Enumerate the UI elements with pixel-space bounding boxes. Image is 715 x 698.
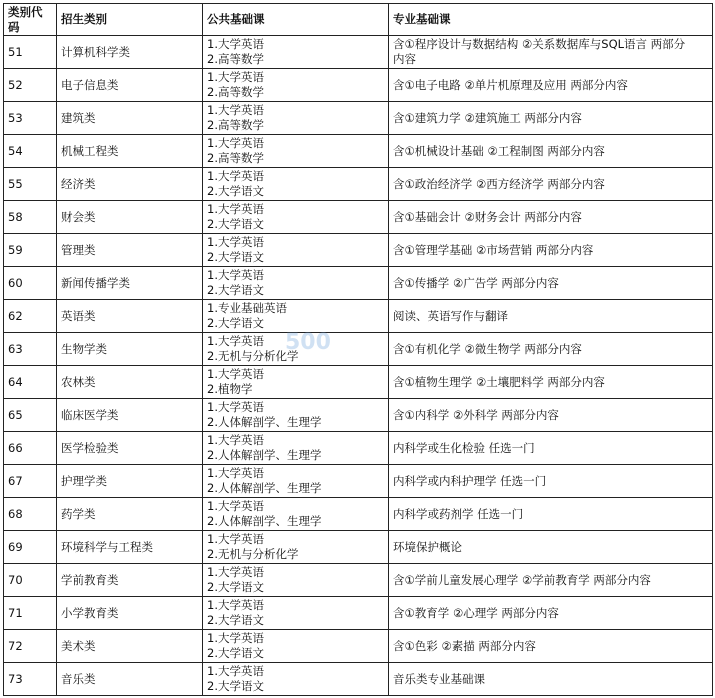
major-course-text: 阅读、英语写作与翻译 [393,308,508,323]
cell-code: 68 [4,498,57,531]
cell-public-course [203,234,389,267]
header-major-course: 专业基础课 [389,4,713,36]
table-row [4,366,713,399]
public-course-item: 2.大学语文 [207,283,264,297]
cell-major-course [389,432,713,465]
cell-code: 53 [4,102,57,135]
public-course-item: 2.大学语文 [207,679,264,693]
cell-public-course [203,69,389,102]
cell-category: 电子信息类 [57,69,203,102]
cell-category: 小学教育类 [57,597,203,630]
public-course-item: 2.大学语文 [207,646,264,660]
cell-category: 建筑类 [57,102,203,135]
public-course-item: 2.无机与分析化学 [207,547,299,561]
cell-public-course [203,333,389,366]
cell-code: 54 [4,135,57,168]
major-course-text: 含①政治经济学 ②西方经济学 两部分内容 [393,176,605,191]
cell-public-course [203,498,389,531]
cell-major-course [389,135,713,168]
public-course-item: 2.大学语文 [207,613,264,627]
header-category: 招生类别 [57,4,203,36]
cell-code: 59 [4,234,57,267]
table-body [4,36,713,696]
cell-major-course [389,102,713,135]
cell-code: 70 [4,564,57,597]
public-course-item: 1.大学英语 [207,367,264,381]
cell-category: 英语类 [57,300,203,333]
major-course-text: 内容 [393,52,416,66]
cell-category: 机械工程类 [57,135,203,168]
public-course-item: 2.大学语文 [207,217,264,231]
public-course-item: 2.人体解剖学、生理学 [207,415,322,429]
public-course-item: 1.大学英语 [207,598,264,612]
cell-code: 55 [4,168,57,201]
cell-major-course [389,597,713,630]
cell-public-course [203,531,389,564]
table-row [4,663,713,696]
public-course-item: 2.高等数学 [207,151,264,165]
table-row [4,564,713,597]
public-course-item: 1.大学英语 [207,70,264,84]
cell-public-course [203,399,389,432]
major-course-text: 含①传播学 ②广告学 两部分内容 [393,275,559,290]
cell-public-course [203,102,389,135]
public-course-item: 1.大学英语 [207,136,264,150]
cell-public-course [203,36,389,69]
cell-public-course [203,432,389,465]
cell-major-course [389,36,713,69]
table-row [4,267,713,300]
cell-code: 66 [4,432,57,465]
public-course-item: 1.大学英语 [207,565,264,579]
major-course-text: 含①机械设计基础 ②工程制图 两部分内容 [393,143,605,158]
cell-category: 护理学类 [57,465,203,498]
cell-major-course [389,168,713,201]
cell-code: 72 [4,630,57,663]
cell-code: 51 [4,36,57,69]
cell-category: 经济类 [57,168,203,201]
cell-code: 69 [4,531,57,564]
cell-major-course [389,564,713,597]
cell-major-course [389,663,713,696]
public-course-item: 1.大学英语 [207,499,264,513]
cell-category: 农林类 [57,366,203,399]
cell-category: 环境科学与工程类 [57,531,203,564]
cell-public-course [203,201,389,234]
public-course-item: 1.大学英语 [207,433,264,447]
cell-code: 73 [4,663,57,696]
cell-major-course [389,234,713,267]
cell-public-course [203,597,389,630]
cell-major-course [389,69,713,102]
table-row [4,135,713,168]
watermark-logo: 500 [285,330,331,355]
table-row [4,333,713,366]
public-course-item: 1.专业基础英语 [207,301,287,315]
public-course-item: 1.大学英语 [207,268,264,282]
major-course-text: 环境保护概论 [393,539,462,554]
table-row [4,300,713,333]
public-course-item: 1.大学英语 [207,235,264,249]
public-course-item: 2.人体解剖学、生理学 [207,514,322,528]
table-row [4,432,713,465]
cell-category: 新闻传播学类 [57,267,203,300]
table-row [4,36,713,69]
public-course-item: 2.高等数学 [207,85,264,99]
cell-code: 71 [4,597,57,630]
public-course-item: 2.人体解剖学、生理学 [207,448,322,462]
cell-public-course [203,564,389,597]
cell-public-course [203,300,389,333]
table-row [4,630,713,663]
public-course-item: 1.大学英语 [207,202,264,216]
cell-major-course [389,201,713,234]
cell-major-course [389,465,713,498]
major-course-text: 内科学或生化检验 任选一门 [393,440,535,455]
major-course-text: 含①电子电路 ②单片机原理及应用 两部分内容 [393,77,628,92]
public-course-item: 2.植物学 [207,382,253,396]
cell-category: 学前教育类 [57,564,203,597]
cell-public-course [203,663,389,696]
major-course-text: 含①内科学 ②外科学 两部分内容 [393,407,559,422]
cell-major-course [389,399,713,432]
cell-major-course [389,366,713,399]
cell-code: 52 [4,69,57,102]
public-course-item: 1.大学英语 [207,532,264,546]
table-row [4,102,713,135]
major-course-text: 含①教育学 ②心理学 两部分内容 [393,605,559,620]
public-course-item: 2.大学语文 [207,316,264,330]
cell-category: 管理类 [57,234,203,267]
cell-major-course [389,300,713,333]
header-public-course: 公共基础课 [203,4,389,36]
public-course-item: 2.人体解剖学、生理学 [207,481,322,495]
header-code: 类别代码 [4,4,57,36]
table-row [4,597,713,630]
cell-code: 62 [4,300,57,333]
cell-code: 67 [4,465,57,498]
cell-major-course [389,531,713,564]
cell-category: 生物学类 [57,333,203,366]
cell-category: 临床医学类 [57,399,203,432]
cell-public-course [203,630,389,663]
table-header-row [4,4,713,36]
cell-category: 财会类 [57,201,203,234]
cell-major-course [389,630,713,663]
cell-public-course [203,366,389,399]
cell-major-course [389,267,713,300]
cell-public-course [203,135,389,168]
major-course-text: 含①色彩 ②素描 两部分内容 [393,638,536,653]
cell-code: 63 [4,333,57,366]
public-course-item: 1.大学英语 [207,169,264,183]
public-course-item: 2.大学语文 [207,580,264,594]
table-row [4,531,713,564]
public-course-item: 2.大学语文 [207,250,264,264]
major-course-text: 含①学前儿童发展心理学 ②学前教育学 两部分内容 [393,572,651,587]
table-row [4,168,713,201]
public-course-item: 1.大学英语 [207,466,264,480]
major-course-text: 含①管理学基础 ②市场营销 两部分内容 [393,242,594,257]
major-course-text: 含①基础会计 ②财务会计 两部分内容 [393,209,582,224]
cell-code: 64 [4,366,57,399]
public-course-item: 1.大学英语 [207,37,264,51]
cell-public-course [203,267,389,300]
cell-category: 美术类 [57,630,203,663]
table-row [4,201,713,234]
public-course-item: 2.大学语文 [207,184,264,198]
table-row [4,498,713,531]
major-course-text: 音乐类专业基础课 [393,671,485,686]
public-course-item: 1.大学英语 [207,103,264,117]
public-course-item: 2.高等数学 [207,118,264,132]
public-course-item: 1.大学英语 [207,631,264,645]
major-course-text: 含①有机化学 ②微生物学 两部分内容 [393,341,582,356]
table-row [4,69,713,102]
major-course-text: 含①建筑力学 ②建筑施工 两部分内容 [393,110,582,125]
cell-code: 65 [4,399,57,432]
cell-major-course [389,333,713,366]
public-course-item: 1.大学英语 [207,334,264,348]
cell-public-course [203,465,389,498]
public-course-item: 1.大学英语 [207,400,264,414]
public-course-item: 2.高等数学 [207,52,264,66]
cell-category: 药学类 [57,498,203,531]
public-course-item: 2.无机与分析化学 [207,349,299,363]
table-row [4,465,713,498]
public-course-item: 1.大学英语 [207,664,264,678]
cell-major-course [389,498,713,531]
major-course-text: 内科学或内科护理学 任选一门 [393,473,547,488]
cell-public-course [203,168,389,201]
major-course-text: 含①植物生理学 ②土壤肥料学 两部分内容 [393,374,605,389]
major-course-text: 含①程序设计与数据结构 ②关系数据库与SQL语言 两部分 [393,37,686,51]
cell-category: 医学检验类 [57,432,203,465]
cell-category: 音乐类 [57,663,203,696]
cell-category: 计算机科学类 [57,36,203,69]
cell-code: 58 [4,201,57,234]
cell-code: 60 [4,267,57,300]
table-row [4,399,713,432]
admission-table [3,3,713,696]
major-course-text: 内科学或药剂学 任选一门 [393,506,524,521]
table-row [4,234,713,267]
